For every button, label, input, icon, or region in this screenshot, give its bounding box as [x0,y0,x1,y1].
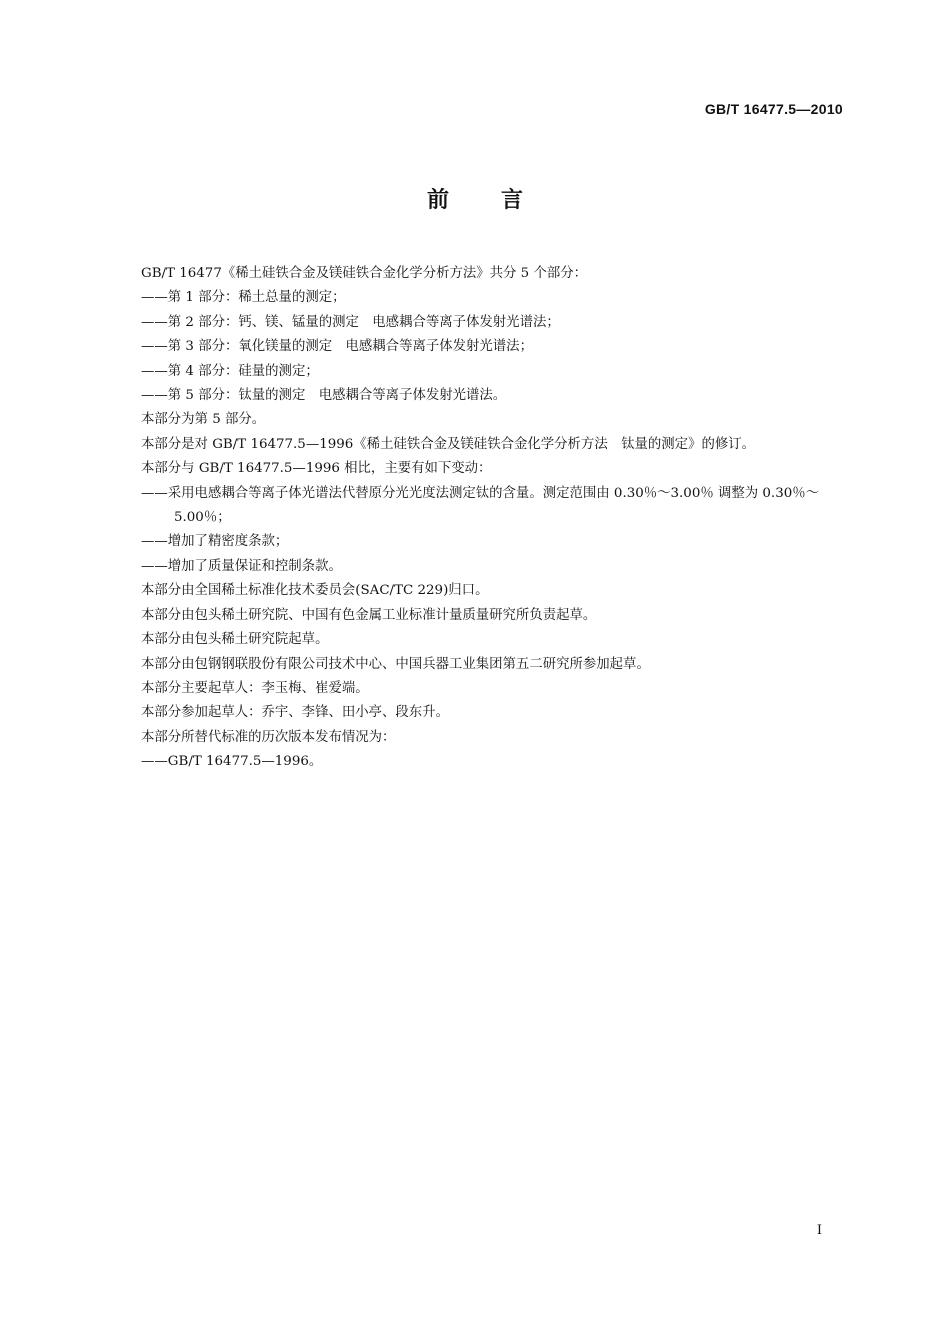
paragraph-main-drafters: 本部分主要起草人：李玉梅、崔爱端。 [141,680,369,696]
paragraph-responsible-drafter: 本部分由包头稀土研究院、中国有色金属工业标准计量质量研究所负责起草。 [141,607,597,623]
list-item-part-4: ——第 4 部分：硅量的测定； [141,363,319,379]
list-item-part-2: ——第 2 部分：钙、镁、锰量的测定 电感耦合等离子体发射光谱法； [141,314,560,330]
standard-code: GB/T 16477.5—2010 [704,101,843,117]
paragraph-committee: 本部分由全国稀土标准化技术委员会(SAC/TC 229)归口。 [141,583,489,599]
page-title: 前言 [426,188,575,213]
paragraph-participants: 本部分参加起草人：乔宇、李锋、田小亭、段东升。 [141,705,449,721]
page-number: I [816,1223,822,1238]
preface-body [108,262,843,775]
list-item-change-3: ——增加了质量保证和控制条款。 [141,558,342,574]
paragraph-participating-drafters: 本部分由包钢钢联股份有限公司技术中心、中国兵器工业集团第五二研究所参加起草。 [141,656,650,672]
list-item-change-1: ——采用电感耦合等离子体光谱法代替原分光光度法测定钛的含量。测定范围由 0.30％～3.00％ 调整为 0.30％～5.00％； [141,485,820,526]
paragraph-history-intro: 本部分所替代标准的历次版本发布情况为： [141,729,396,745]
paragraph-revision: 本部分是对 GB/T 16477.5—1996《稀土硅铁合金及镁硅铁合金化学分析方法 钛量的测定》的修订。 [141,436,756,452]
paragraph-part-number: 本部分为第 5 部分。 [141,412,266,428]
paragraph-intro: GB/T 16477《稀土硅铁合金及镁硅铁合金化学分析方法》共分 5 个部分： [141,266,588,281]
list-item-part-1: ——第 1 部分：稀土总量的测定； [141,290,346,306]
list-item-change-2: ——增加了精密度条款； [141,534,289,550]
list-item-part-5: ——第 5 部分：钛量的测定 电感耦合等离子体发射光谱法。 [141,388,507,404]
list-item-part-3: ——第 3 部分：氧化镁量的测定 电感耦合等离子体发射光谱法； [141,339,533,355]
paragraph-drafter: 本部分由包头稀土研究院起草。 [141,632,329,648]
paragraph-changes-intro: 本部分与 GB/T 16477.5—1996 相比，主要有如下变动： [141,461,492,477]
list-item-history-1: ——GB/T 16477.5—1996。 [141,754,323,770]
